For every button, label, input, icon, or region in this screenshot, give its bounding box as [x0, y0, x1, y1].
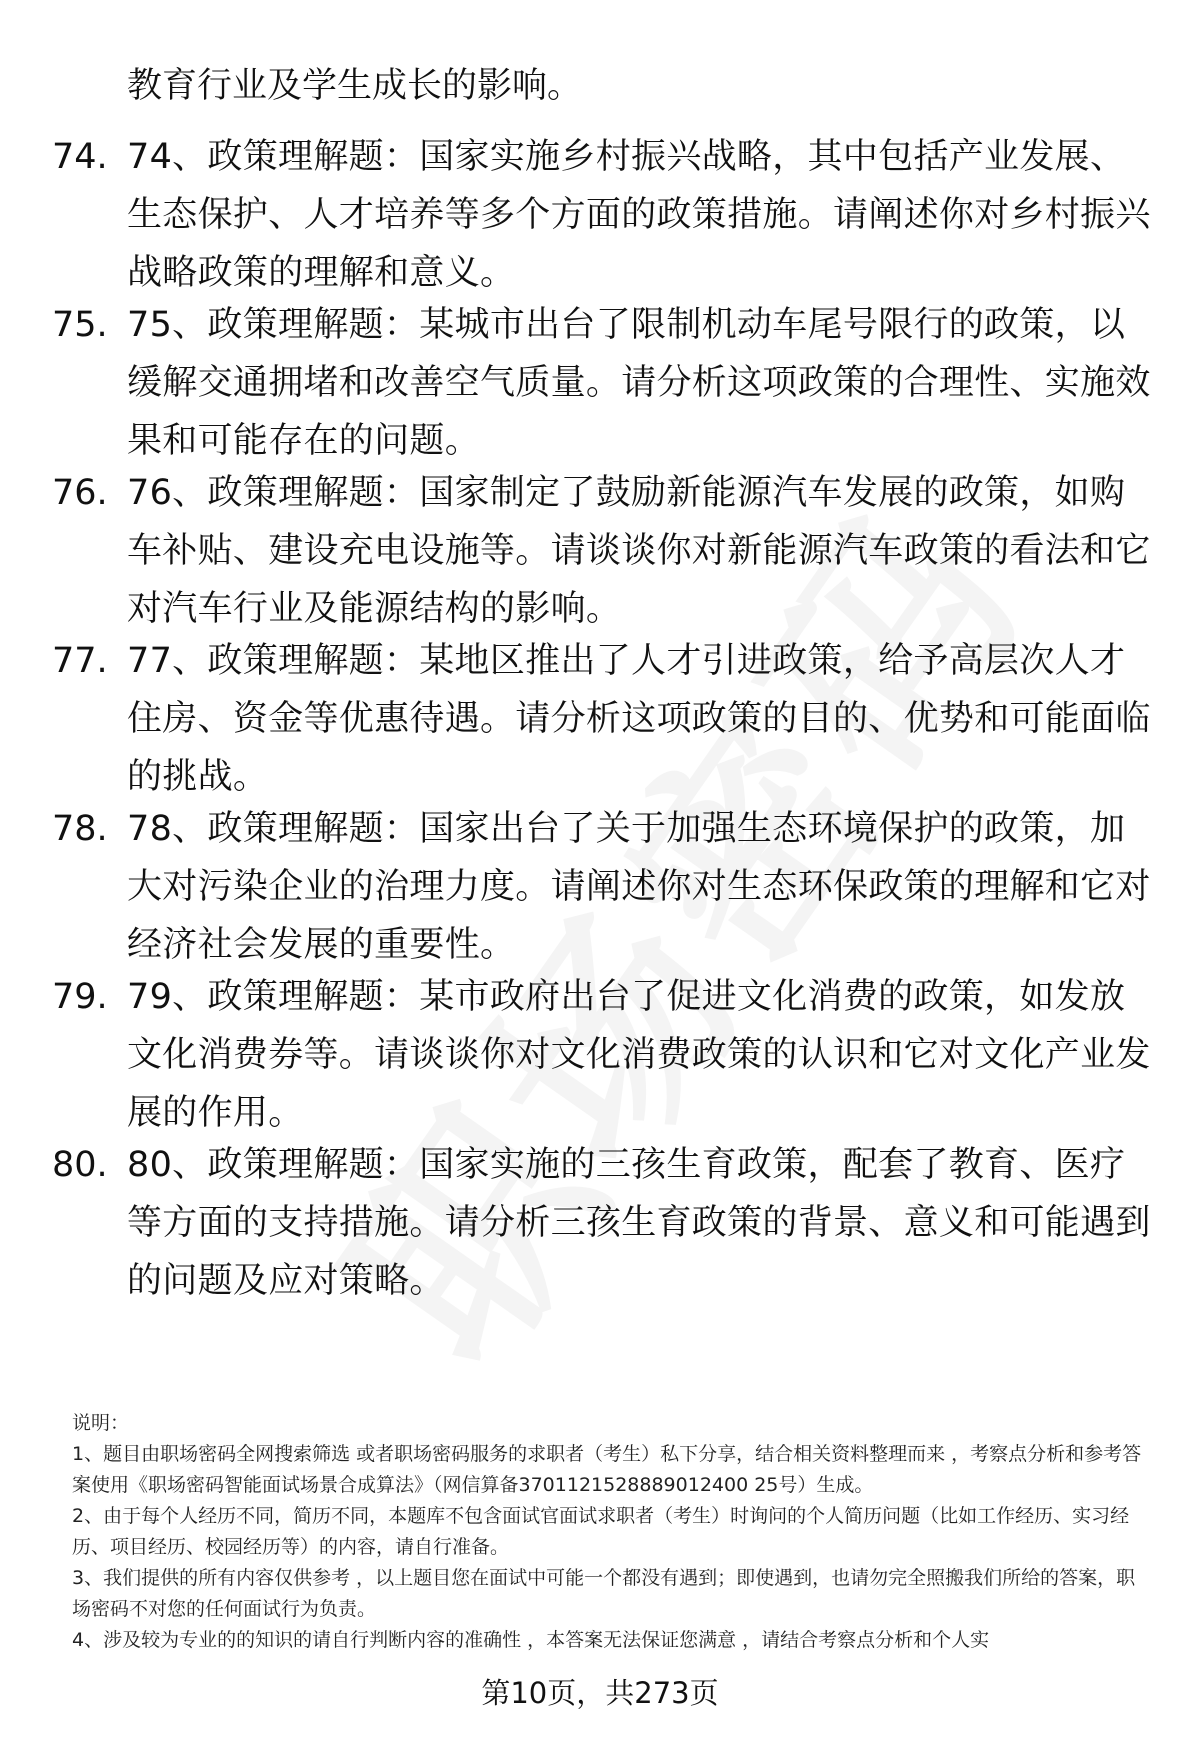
note-item: 3、我们提供的所有内容仅供参考 ，以上题目您在面试中可能一个都没有遇到；即使遇到，也请勿完全照搬我们所给的答案，职场密码不对您的任何面试行为负责。 — [72, 1567, 1136, 1620]
page-footer — [0, 1673, 1200, 1713]
continuation-text: 教育行业及学生成长的影响。 — [127, 66, 583, 106]
notes-section — [72, 1408, 1152, 1656]
question-text: 74、政策理解题：国家实施乡村振兴战略，其中包括产业发展、生态保护、人才培养等多个方面的政策措施。请阐述你对乡村振兴战略政策的理解和意义。 — [127, 137, 1151, 293]
question-text: 78、政策理解题：国家出台了关于加强生态环境保护的政策，加大对污染企业的治理力度。请阐述你对生态环保政策的理解和它对经济社会发展的重要性。 — [127, 809, 1151, 965]
note-item: 1、题目由职场密码全网搜索筛选 或者职场密码服务的求职者（考生）私下分享，结合相关资料整理而来 ，考察点分析和参考答案使用《职场密码智能面试场景合成算法》（网信算备3701121528889012400 25号）生成。 — [72, 1443, 1142, 1496]
question-number: 75. — [52, 305, 108, 345]
page-number: 第10页，共273页 — [481, 1676, 719, 1710]
question-number: 78. — [52, 809, 108, 849]
question-text: 76、政策理解题：国家制定了鼓励新能源汽车发展的政策，如购车补贴、建设充电设施等。请谈谈你对新能源汽车政策的看法和它对汽车行业及能源结构的影响。 — [127, 473, 1151, 629]
question-number: 77. — [52, 641, 108, 681]
question-number: 76. — [52, 473, 108, 513]
note-item: 4、涉及较为专业的的知识的请自行判断内容的准确性 ，本答案无法保证您满意 ，请结合考察点分析和个人实 — [72, 1629, 990, 1651]
question-number: 74. — [52, 137, 108, 177]
note-item: 2、由于每个人经历不同，简历不同，本题库不包含面试官面试求职者（考生）时询问的个人简历问题（比如工作经历、实习经历、项目经历、校园经历等）的内容，请自行准备。 — [72, 1505, 1130, 1558]
question-number: 79. — [52, 977, 108, 1017]
question-text: 79、政策理解题：某市政府出台了促进文化消费的政策，如发放文化消费券等。请谈谈你对文化消费政策的认识和它对文化产业发展的作用。 — [127, 977, 1151, 1133]
question-number: 80. — [52, 1145, 108, 1185]
notes-title: 说明： — [72, 1412, 130, 1434]
question-text: 75、政策理解题：某城市出台了限制机动车尾号限行的政策，以缓解交通拥堵和改善空气质量。请分析这项政策的合理性、实施效果和可能存在的问题。 — [127, 305, 1151, 461]
question-text: 80、政策理解题：国家实施的三孩生育政策，配套了教育、医疗等方面的支持措施。请分析三孩生育政策的背景、意义和可能遇到的问题及应对策略。 — [127, 1145, 1151, 1301]
question-text: 77、政策理解题：某地区推出了人才引进政策，给予高层次人才住房、资金等优惠待遇。请分析这项政策的目的、优势和可能面临的挑战。 — [127, 641, 1151, 797]
